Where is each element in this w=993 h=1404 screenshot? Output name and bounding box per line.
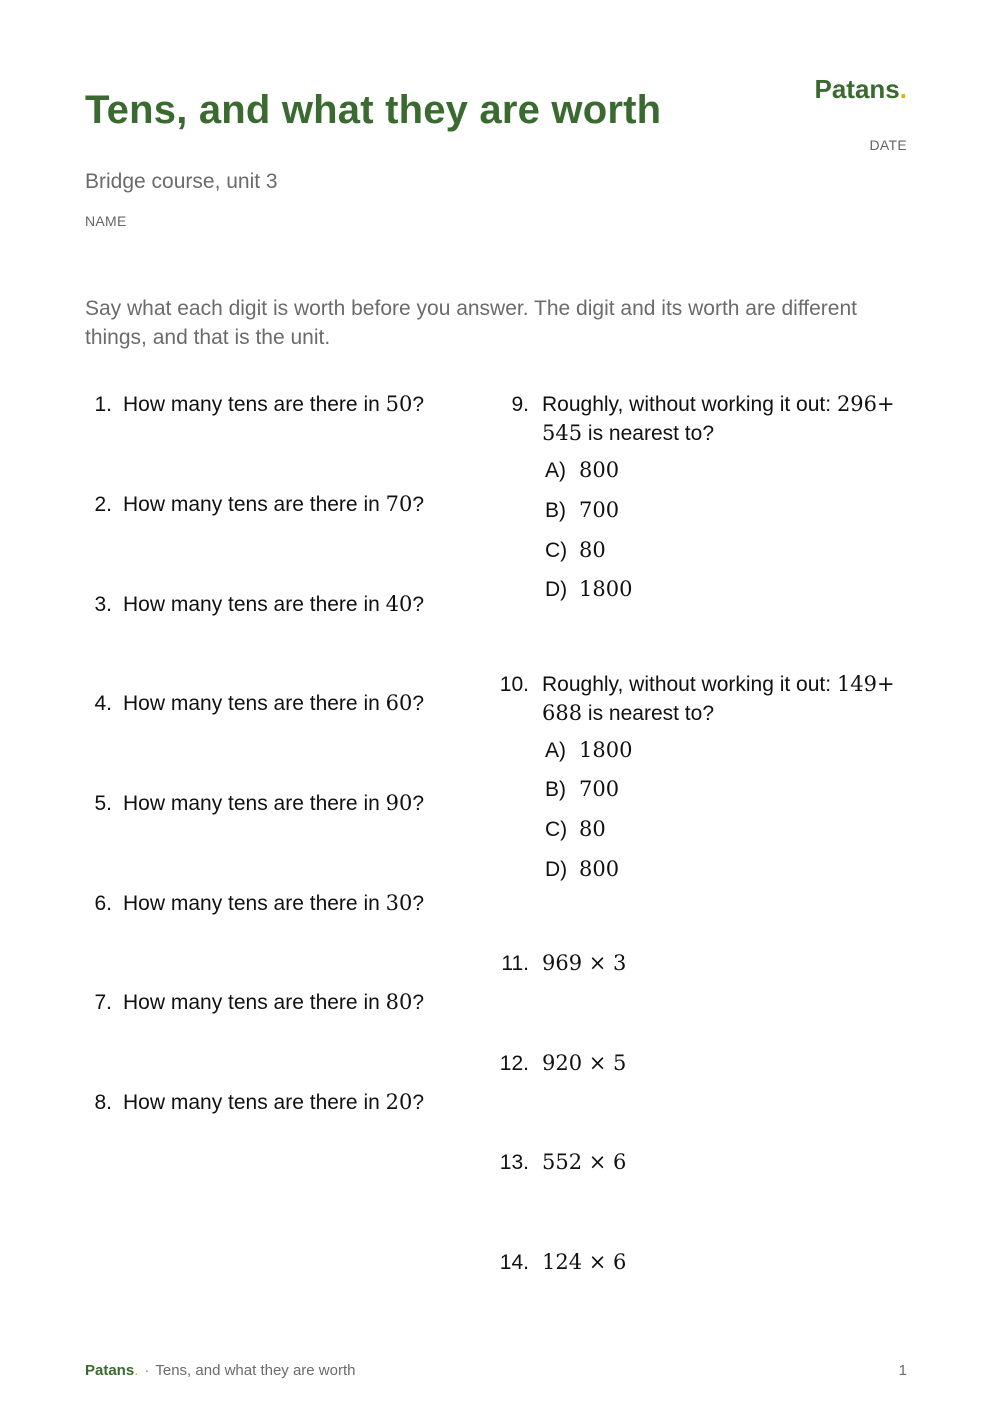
question-text (123, 590, 424, 619)
question-text (123, 390, 424, 419)
option-letter: C) (545, 539, 568, 562)
option-d[interactable] (545, 575, 632, 604)
question-prompt: How many tens are there in (123, 792, 386, 815)
question-text (123, 1088, 424, 1117)
question-prompt-end: is nearest to? (582, 702, 714, 725)
subtitle: Bridge course, unit 3 (85, 170, 278, 193)
question-prompt: How many tens are there in (123, 892, 386, 915)
question-expression: 296+ (836, 392, 895, 416)
question-expression: 688 (542, 701, 583, 725)
question-prompt: Roughly, without working it out: (542, 393, 837, 416)
question-mark: ? (412, 593, 425, 616)
question-value: 80 (385, 990, 413, 1014)
option-value: 700 (579, 777, 620, 801)
question-expression: 969 × 3 (542, 951, 627, 975)
question-prompt: How many tens are there in (123, 393, 386, 416)
option-b[interactable] (545, 496, 619, 525)
option-b[interactable] (545, 775, 619, 804)
question-number: 8. (94, 1091, 112, 1114)
question-mark: ? (412, 792, 425, 815)
footer-title: Tens, and what they are worth (155, 1362, 356, 1379)
question-prompt: How many tens are there in (123, 493, 386, 516)
question-number: 10. (499, 673, 529, 696)
option-a[interactable] (545, 736, 632, 765)
question-expression: 920 × 5 (542, 1051, 627, 1075)
option-letter: A) (545, 739, 566, 762)
question-number: 3. (94, 593, 112, 616)
question-number: 1. (94, 393, 112, 416)
instructions: Say what each digit is worth before you answer. The digit and its worth are different things, and that is the unit. (85, 297, 857, 349)
option-value: 700 (579, 498, 620, 522)
name-label: NAME (85, 213, 127, 229)
question-mark: ? (412, 493, 425, 516)
question-value: 90 (385, 791, 413, 815)
question-text (123, 988, 424, 1017)
question-number: 6. (94, 892, 112, 915)
question-number: 9. (511, 393, 529, 416)
question-number: 2. (94, 493, 112, 516)
option-d[interactable] (545, 855, 619, 884)
option-value: 800 (579, 857, 620, 881)
option-letter: C) (545, 818, 568, 841)
option-value: 80 (579, 817, 606, 841)
question-value: 50 (385, 392, 413, 416)
option-letter: A) (545, 459, 566, 482)
option-value: 80 (579, 538, 606, 562)
question-prompt: How many tens are there in (123, 991, 386, 1014)
question-number: 4. (94, 692, 112, 715)
question-value: 20 (385, 1090, 413, 1114)
footer-separator: · (144, 1362, 150, 1379)
option-letter: D) (545, 858, 568, 881)
question-number: 14. (499, 1251, 529, 1274)
option-c[interactable] (545, 536, 606, 565)
question-value: 30 (385, 891, 413, 915)
brand-logo (815, 74, 908, 105)
option-value: 1800 (579, 577, 633, 601)
question-text (123, 889, 424, 918)
question-prompt: How many tens are there in (123, 593, 386, 616)
question-prompt: How many tens are there in (123, 1091, 386, 1114)
question-value: 70 (385, 492, 413, 516)
question-text (542, 390, 912, 448)
date-label: DATE (869, 137, 907, 153)
question-text (542, 670, 912, 728)
question-mark: ? (412, 892, 425, 915)
question-number: 12. (499, 1052, 529, 1075)
question-mark: ? (412, 692, 425, 715)
question-number: 7. (94, 991, 112, 1014)
question-prompt: How many tens are there in (123, 692, 386, 715)
footer-brand: Patans (85, 1362, 135, 1379)
question-expression: 545 (542, 421, 583, 445)
footer-brand-dot: . (134, 1362, 139, 1379)
question-expression: 124 × 6 (542, 1250, 627, 1274)
question-number: 11. (501, 952, 529, 975)
brand-name: Patans (814, 74, 900, 104)
option-c[interactable] (545, 815, 606, 844)
question-value: 40 (385, 592, 413, 616)
question-text (123, 490, 424, 519)
question-expression: 552 × 6 (542, 1150, 627, 1174)
question-number: 13. (499, 1151, 529, 1174)
footer (85, 1362, 356, 1379)
question-text (123, 689, 424, 718)
question-number: 5. (94, 792, 112, 815)
brand-dot: . (899, 74, 907, 104)
question-prompt: Roughly, without working it out: (542, 673, 837, 696)
question-text (123, 789, 424, 818)
question-value: 60 (385, 691, 413, 715)
question-prompt-end: is nearest to? (582, 422, 714, 445)
option-letter: B) (545, 778, 566, 801)
page-title: Tens, and what they are worth (85, 88, 662, 132)
option-letter: B) (545, 499, 566, 522)
option-value: 800 (579, 458, 620, 482)
question-mark: ? (412, 991, 425, 1014)
question-expression: 149+ (836, 672, 895, 696)
option-letter: D) (545, 578, 568, 601)
question-mark: ? (412, 1091, 425, 1114)
question-mark: ? (412, 393, 425, 416)
option-a[interactable] (545, 456, 619, 485)
page-number: 1 (898, 1362, 907, 1379)
option-value: 1800 (579, 738, 633, 762)
